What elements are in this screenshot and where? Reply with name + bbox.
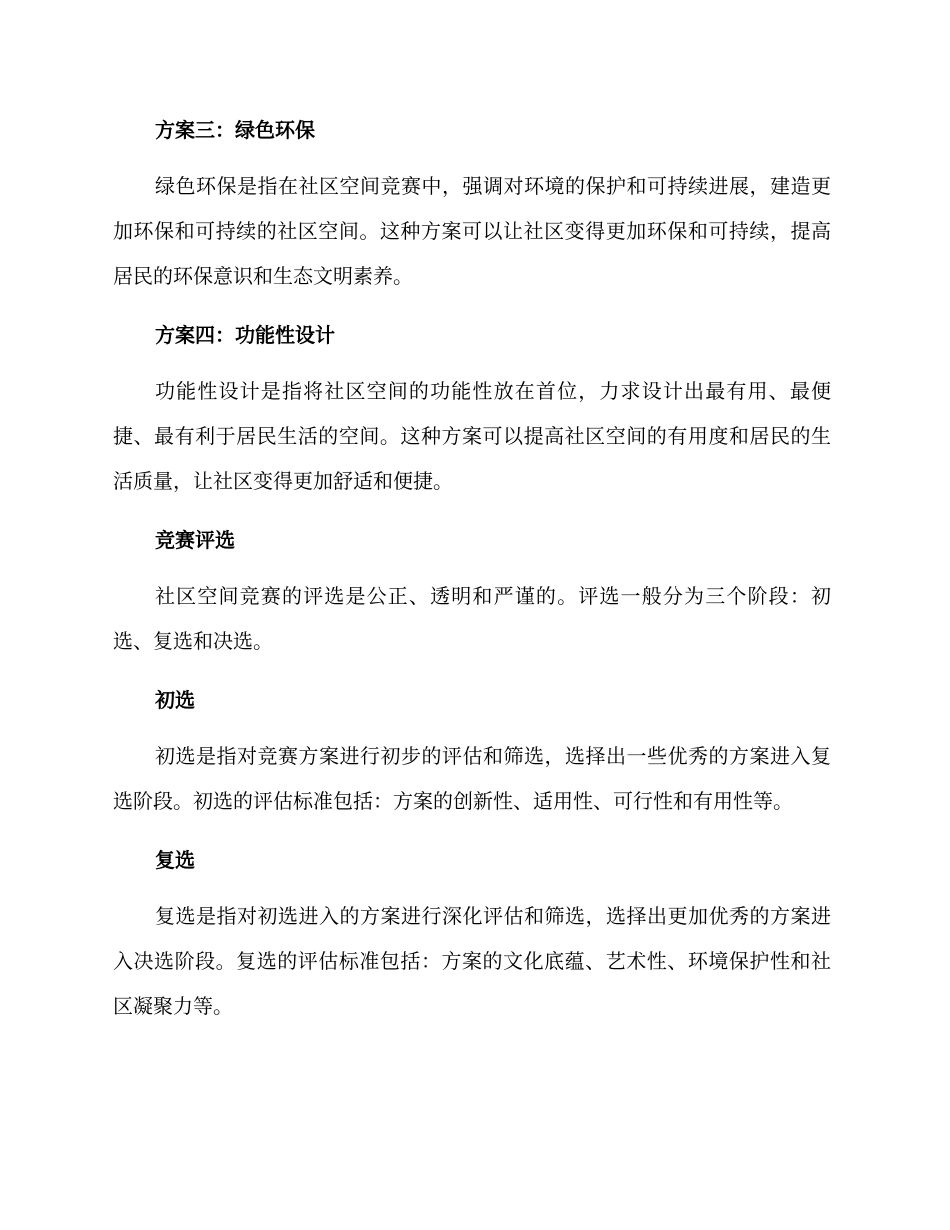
section-paragraph-plan-four: 功能性设计是指将社区空间的功能性放在首位，力求设计出最有用、最便捷、最有利于居民生活的空间。这种方案可以提高社区空间的有用度和居民的生活质量，让社区变得更加舒适和便捷。 (113, 379, 831, 493)
section-paragraph-preliminary-round: 初选是指对竞赛方案进行初步的评估和筛选，选择出一些优秀的方案进入复选阶段。初选的评估标准包括：方案的创新性、适用性、可行性和有用性等。 (113, 744, 831, 813)
section-heading-plan-three: 方案三：绿色环保 (155, 118, 315, 142)
document-body (113, 108, 831, 1029)
section-paragraph-plan-three: 绿色环保是指在社区空间竞赛中，强调对环境的保护和可持续进展，建造更加环保和可持续的社区空间。这种方案可以让社区变得更加环保和可持续，提高居民的环保意识和生态文明素养。 (113, 174, 831, 288)
section-paragraph-competition-judging: 社区空间竞赛的评选是公正、透明和严谨的。评选一般分为三个阶段：初选、复选和决选。 (113, 584, 831, 653)
section-paragraph-second-round: 复选是指对初选进入的方案进行深化评估和筛选，选择出更加优秀的方案进入决选阶段。复选的评估标准包括：方案的文化底蕴、艺术性、环境保护性和社区凝聚力等。 (113, 904, 831, 1018)
section-heading-preliminary-round: 初选 (155, 688, 195, 712)
section-heading-second-round: 复选 (155, 848, 195, 872)
section-heading-competition-judging: 竞赛评选 (155, 528, 235, 552)
section-heading-plan-four: 方案四：功能性设计 (155, 323, 335, 347)
